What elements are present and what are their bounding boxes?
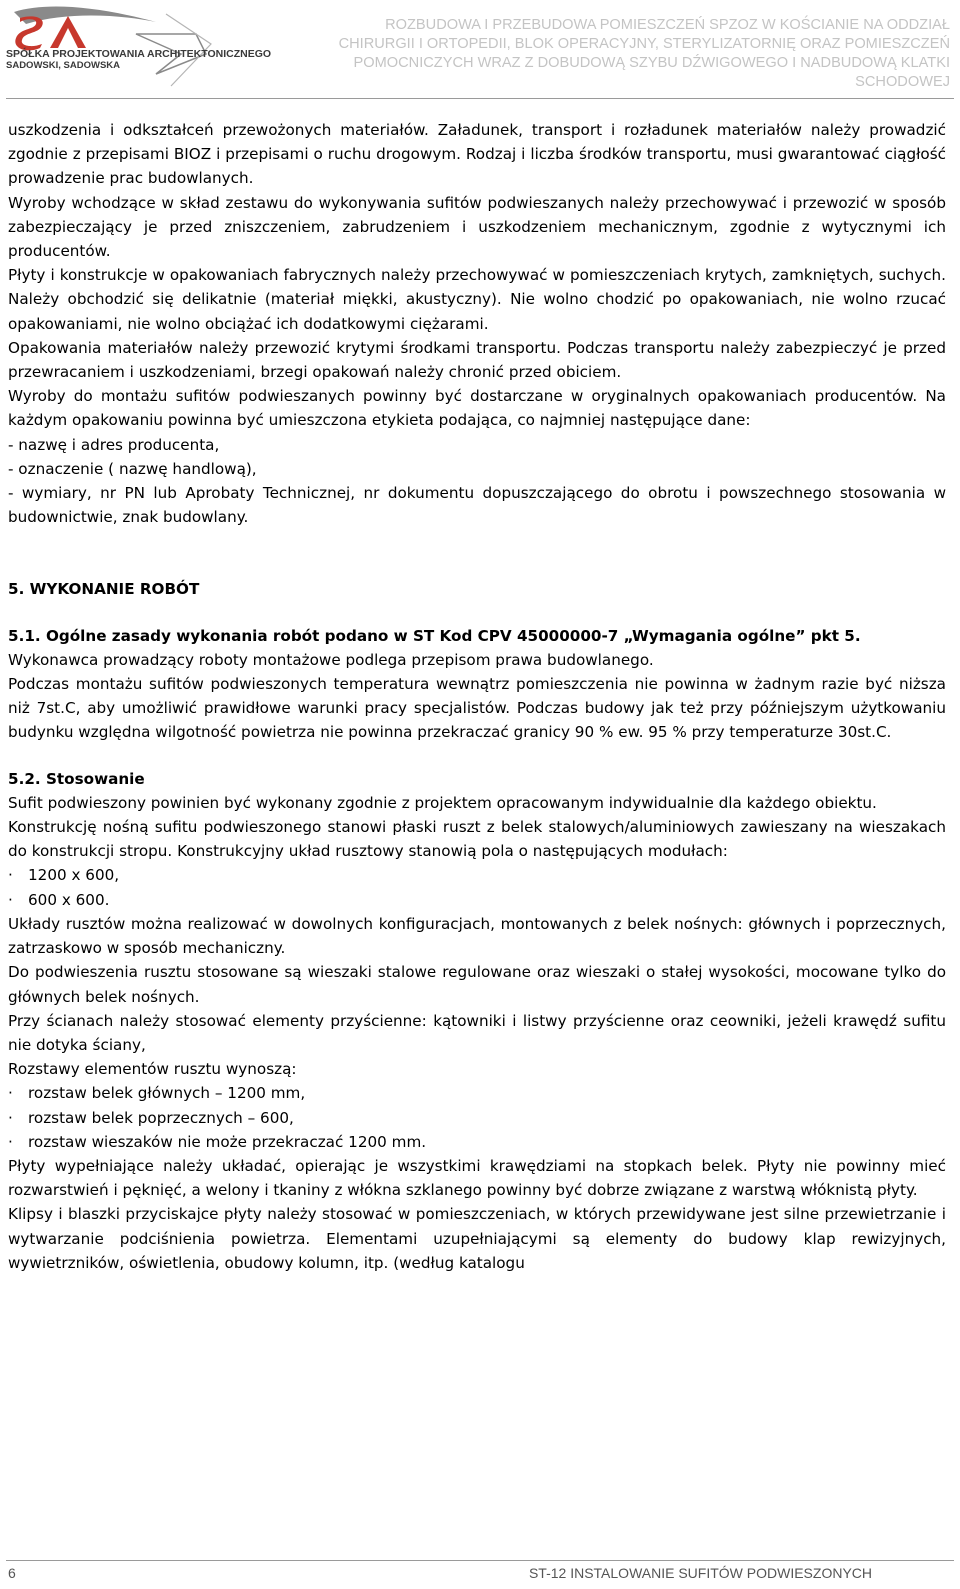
- list-item-text: rozstaw belek głównych – 1200 mm,: [28, 1084, 306, 1103]
- footer-divider: [6, 1560, 954, 1561]
- paragraph: Układy rusztów można realizować w dowolnych konfiguracjach, montowanych z belek nośnych: głównych i poprzecznych, zatrzaskowo w sposób mechaniczny.: [8, 914, 946, 958]
- paragraph: Przy ścianach należy stosować elementy przyścienne: kątowniki i listwy przyścienne oraz ceowniki, jeżeli krawędź sufitu nie dotyka ściany,: [8, 1011, 946, 1054]
- project-title-line: CHIRURGII I ORTOPEDII, BLOK OPERACYJNY, STERYLIZATORNIĘ ORAZ POMIESZCZEŃ: [338, 36, 950, 52]
- paragraph: Płyty wypełniające należy układać, opierając je wszystkimi krawędziami na stopkach belek. Płyty nie powinny mieć rozwarstwień i pęknięć, a welony i tkaniny z włókna szklanego powinny być dobrze związane z warstwą włóknistą płyty.: [8, 1156, 946, 1200]
- bullet-icon: ·: [8, 1132, 13, 1151]
- list-item-text: rozstaw belek poprzecznych – 600,: [28, 1108, 294, 1127]
- paragraph: Sufit podwieszony powinien być wykonany zgodnie z projektem opracowanym indywidualnie dla każdego obiektu.: [8, 793, 877, 812]
- paragraph: Rozstawy elementów rusztu wynoszą:: [8, 1060, 297, 1079]
- page-number: 6: [8, 1565, 16, 1581]
- paragraph: Klipsy i blaszki przyciskajce płyty należy stosować w pomieszczeniach, w których przewidywane jest silne przewietrzanie i wytwarzanie podciśnienia powietrza. Elementami uzupełniającymi są elementy do budowy klap rewizyjnych, wywietrzników, oświetlenia, obudowy kolumn, itp. (według katalogu: [8, 1205, 946, 1272]
- list-item: [8, 1106, 946, 1130]
- paragraph: Płyty i konstrukcje w opakowaniach fabrycznych należy przechowywać w pomieszczeniach krytych, zamkniętych, suchych. Należy obchodzić się delikatnie (materiał miękki, akustyczny). Nie wolno chodzić po opakowaniach, nie wolno rzucać opakowaniami, nie wolno obciążać ich dodatkowymi ciężarami.: [8, 266, 946, 333]
- list-item: - oznaczenie ( nazwę handlową),: [8, 459, 257, 478]
- paragraph: Do podwieszenia rusztu stosowane są wieszaki stalowe regulowane oraz wieszaki o stałej wysokości, mocowane tylko do głównych belek nośnych.: [8, 963, 946, 1006]
- header-divider: [6, 98, 954, 99]
- project-title-line: POMOCNICZYCH WRAZ Z DOBUDOWĄ SZYBU DŹWIGOWEGO I NADBUDOWĄ KLATKI SCHODOWEJ: [353, 55, 950, 90]
- paragraph: Podczas montażu sufitów podwieszonych temperatura wewnątrz pomieszczenia nie powinna w żadnym razie być niższa niż 7st.C, aby umożliwić prawidłowe warunki pracy specjalistów. Podczas budowy jak też przy późniejszym użytkowaniu budynku względna wilgotność powietrza nie powinna przekraczać granicy 90 % ew. 95 % przy temperaturze 30st.C.: [8, 675, 946, 742]
- document-body: [8, 118, 946, 1275]
- logo-caption-line: SPÓŁKA PROJEKTOWANIA ARCHITEKTONICZNEGO: [6, 48, 272, 60]
- paragraph: Wyroby do montażu sufitów podwieszanych powinny być dostarczane w oryginalnych opakowaniach producentów. Na każdym opakowaniu powinna być umieszczona etykieta podająca, co najmniej następujące dane:: [8, 387, 946, 430]
- project-title: [310, 16, 950, 92]
- bullet-icon: ·: [8, 866, 13, 885]
- section-heading: 5. WYKONANIE ROBÓT: [8, 580, 200, 599]
- paragraph: Wyroby wchodzące w skład zestawu do wykonywania sufitów podwieszanych należy przechowywać i przewozić w sposób zabezpieczający je przed zniszczeniem, zabrudzeniem i uszkodzeniem mechanicznym, zgodnie z wytycznymi ich producentów.: [8, 193, 946, 261]
- paragraph: uszkodzenia i odkształceń przewożonych materiałów. Załadunek, transport i rozładunek materiałów należy prowadzić zgodnie z przepisami BIOZ i przepisami o ruchu drogowym. Rodzaj i liczba środków transportu, musi gwarantować ciągłość prowadzenie prac budowlanych.: [8, 121, 946, 188]
- bullet-icon: ·: [8, 890, 13, 909]
- list-item: [8, 1130, 946, 1154]
- logo-caption: [6, 48, 271, 72]
- list-item: - nazwę i adres producenta,: [8, 435, 220, 454]
- list-item: [8, 1081, 946, 1105]
- list-item: [8, 888, 946, 912]
- subsection-heading: 5.2. Stosowanie: [8, 769, 145, 788]
- list-item-text: rozstaw wieszaków nie może przekraczać 1200 mm.: [28, 1132, 427, 1151]
- list-item-text: 600 x 600.: [28, 890, 110, 909]
- bullet-icon: ·: [8, 1108, 13, 1127]
- list-item: [8, 863, 946, 887]
- paragraph: Konstrukcję nośną sufitu podwieszonego stanowi płaski ruszt z belek stalowych/aluminiowych zawieszany na wieszakach do konstrukcji stropu. Konstrukcyjny układ rusztowy stanowią pola o następujących modułach:: [8, 818, 946, 861]
- page-header: [0, 0, 960, 98]
- bullet-icon: ·: [8, 1084, 13, 1103]
- footer-title: ST-12 INSTALOWANIE SUFITÓW PODWIESZONYCH: [528, 1565, 872, 1581]
- logo-caption-line: SADOWSKI, SADOWSKA: [6, 60, 120, 71]
- subsection-heading: 5.1. Ogólne zasady wykonania robót podano w ST Kod CPV 45000000-7 „Wymagania ogólne” pkt 5.: [8, 626, 861, 645]
- list-item-text: 1200 x 600,: [28, 866, 120, 885]
- list-item: - wymiary, nr PN lub Aprobaty Technicznej, nr dokumentu dopuszczającego do obrotu i powszechnego stosowania w budownictwie, znak budowlany.: [8, 484, 946, 527]
- company-logo: [6, 4, 216, 90]
- paragraph: Wykonawca prowadzący roboty montażowe podlega przepisom prawa budowlanego.: [8, 650, 654, 669]
- paragraph: Opakowania materiałów należy przewozić krytymi środkami transportu. Podczas transportu należy zabezpieczyć je przed przewracaniem i uszkodzeniami, brzegi opakowań należy chronić przed obiciem.: [8, 338, 946, 382]
- project-title-line: ROZBUDOWA I PRZEBUDOWA POMIESZCZEŃ SPZOZ W KOŚCIANIE NA ODDZIAŁ: [385, 17, 950, 33]
